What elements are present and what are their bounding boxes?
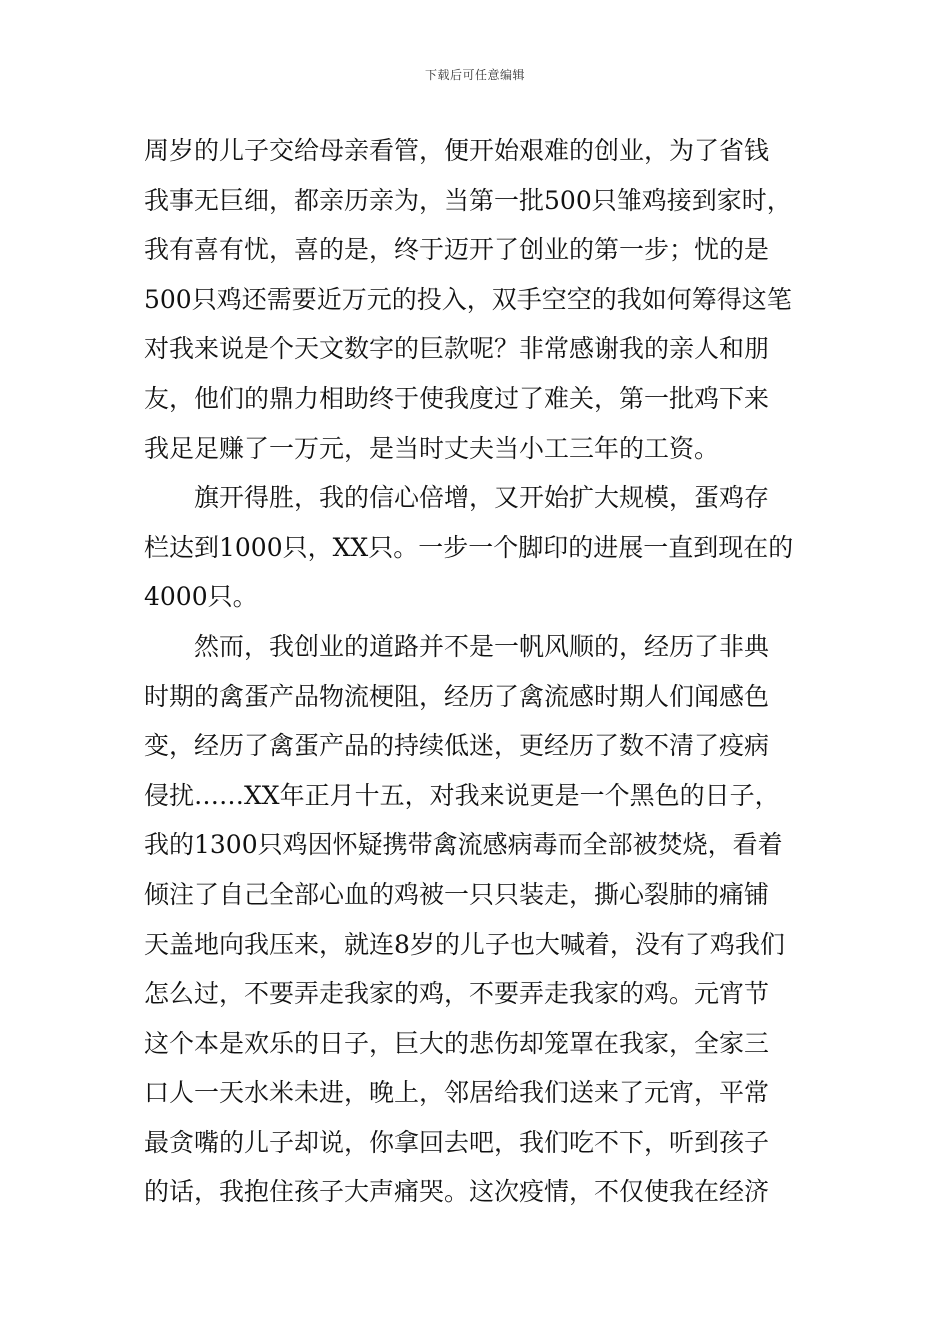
text-line: 对我来说是个天文数字的巨款呢？非常感谢我的亲人和朋	[144, 334, 770, 364]
text-line: 我事无巨细，都亲历亲为，当第一批500只雏鸡接到家时，	[144, 185, 792, 215]
text-line: 怎么过，不要弄走我家的鸡，不要弄走我家的鸡。元宵节	[144, 979, 770, 1009]
text-line: 最贪嘴的儿子却说，你拿回去吧，我们吃不下，听到孩子	[144, 1127, 770, 1157]
text-line: 的话，我抱住孩子大声痛哭。这次疫情，不仅使我在经济	[144, 1177, 770, 1207]
text-line: 周岁的儿子交给母亲看管，便开始艰难的创业，为了省钱	[144, 136, 770, 165]
text-line: 时期的禽蛋产品物流梗阻，经历了禽流感时期人们闻感色	[144, 681, 770, 711]
text-line: 500只鸡还需要近万元的投入，双手空空的我如何筹得这笔	[144, 284, 792, 314]
text-line: 侵扰……XX年正月十五，对我来说更是一个黑色的日子，	[144, 780, 780, 810]
text-line: 友，他们的鼎力相助终于使我度过了难关，第一批鸡下来	[144, 383, 770, 413]
text-line: 这个本是欢乐的日子，巨大的悲伤却笼罩在我家，全家三	[144, 1028, 770, 1058]
body-text	[144, 126, 808, 1217]
text-line: 然而，我创业的道路并不是一帆风顺的，经历了非典	[144, 631, 770, 661]
text-line: 我的1300只鸡因怀疑携带禽流感病毒而全部被焚烧，看着	[144, 830, 783, 860]
text-line: 倾注了自己全部心血的鸡被一只只装走，撕心裂肺的痛铺	[144, 879, 770, 909]
text-line: 变，经历了禽蛋产品的持续低迷，更经历了数不清了疫病	[144, 731, 770, 761]
text-line: 天盖地向我压来，就连8岁的儿子也大喊着，没有了鸡我们	[144, 929, 785, 959]
text-line: 口人一天水米未进，晚上，邻居给我们送来了元宵，平常	[144, 1078, 770, 1108]
text-line: 我足足赚了一万元，是当时丈夫当小工三年的工资。	[144, 433, 720, 463]
header-note: 下载后可任意编辑	[424, 68, 525, 82]
text-line: 4000只。	[144, 582, 258, 612]
text-line: 旗开得胜，我的信心倍增，又开始扩大规模，蛋鸡存	[144, 483, 770, 513]
text-line: 栏达到1000只，XX只。一步一个脚印的进展一直到现在的	[144, 532, 794, 562]
text-line: 我有喜有忧，喜的是，终于迈开了创业的第一步；忧的是	[144, 235, 770, 265]
